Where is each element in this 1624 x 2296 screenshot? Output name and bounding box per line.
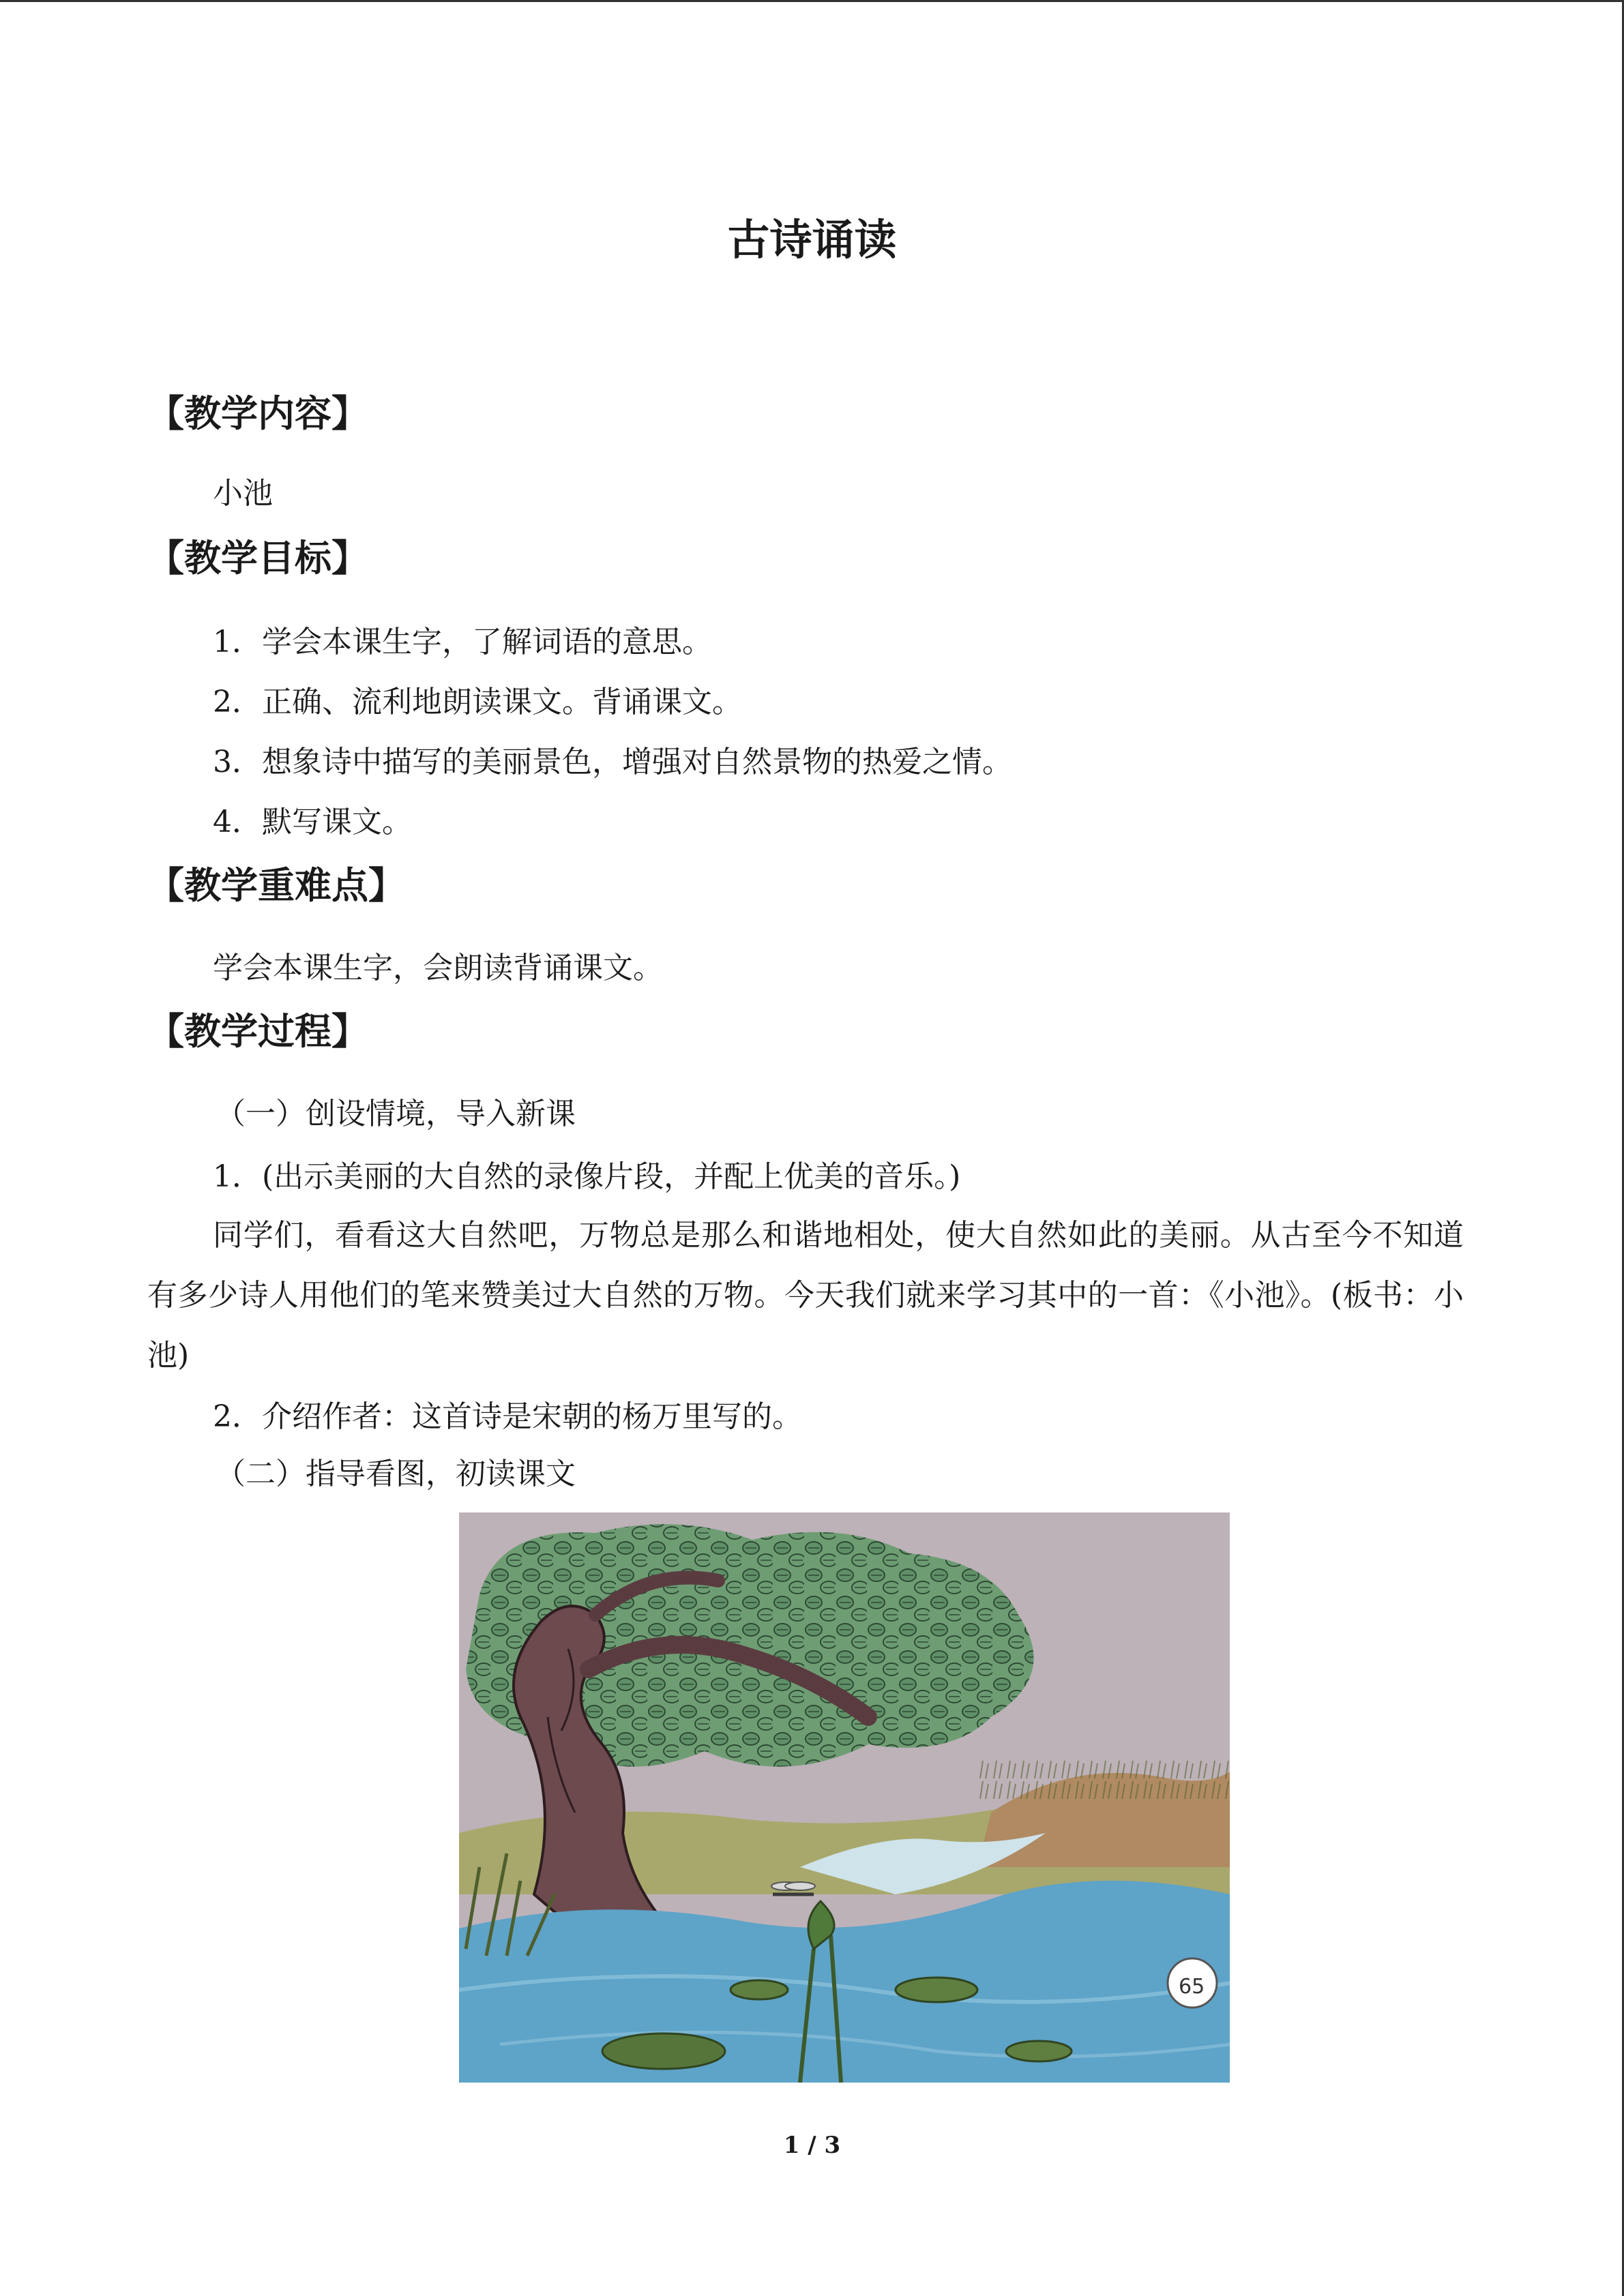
- section-heading-content: 【教学内容】: [147, 392, 368, 435]
- process-step1-item2: 2．介绍作者：这首诗是宋朝的杨万里写的。: [213, 1399, 802, 1434]
- section-heading-process: 【教学过程】: [147, 1010, 368, 1053]
- content-text: 小池: [213, 476, 273, 511]
- section-heading-key-points: 【教学重难点】: [147, 864, 405, 907]
- goal-item-4: 4．默写课文。: [213, 805, 412, 839]
- key-points-text: 学会本课生字，会朗读背诵课文。: [213, 951, 663, 985]
- process-step1-item1: 1．(出示美丽的大自然的录像片段，并配上优美的音乐。): [213, 1159, 961, 1194]
- goal-item-2: 2．正确、流利地朗读课文。背诵课文。: [213, 685, 742, 719]
- process-step1-paragraph: 同学们，看看这大自然吧，万物总是那么和谐地相处，使大自然如此的美丽。从古至今不知道有多少诗人用他们的笔来赞美过大自然的万物。今天我们就来学习其中的一首：《小池》。(板书：小池): [147, 1218, 1464, 1373]
- section-heading-goals: 【教学目标】: [147, 537, 368, 580]
- process-step2-title: （二）指导看图，初读课文: [216, 1457, 576, 1491]
- pond-illustration-svg: [459, 1512, 1230, 2083]
- document-title: 古诗诵读: [727, 215, 897, 265]
- goal-item-3: 3．想象诗中描写的美丽景色，增强对自然景物的热爱之情。: [213, 745, 1012, 779]
- process-step1-title: （一）创设情境，导入新课: [216, 1097, 576, 1131]
- goal-item-1: 1．学会本课生字，了解词语的意思。: [213, 625, 712, 659]
- pond-illustration: [459, 1512, 1230, 2083]
- page-footer: 1 / 3: [783, 2132, 841, 2159]
- page-badge-number: 65: [1179, 1975, 1205, 1999]
